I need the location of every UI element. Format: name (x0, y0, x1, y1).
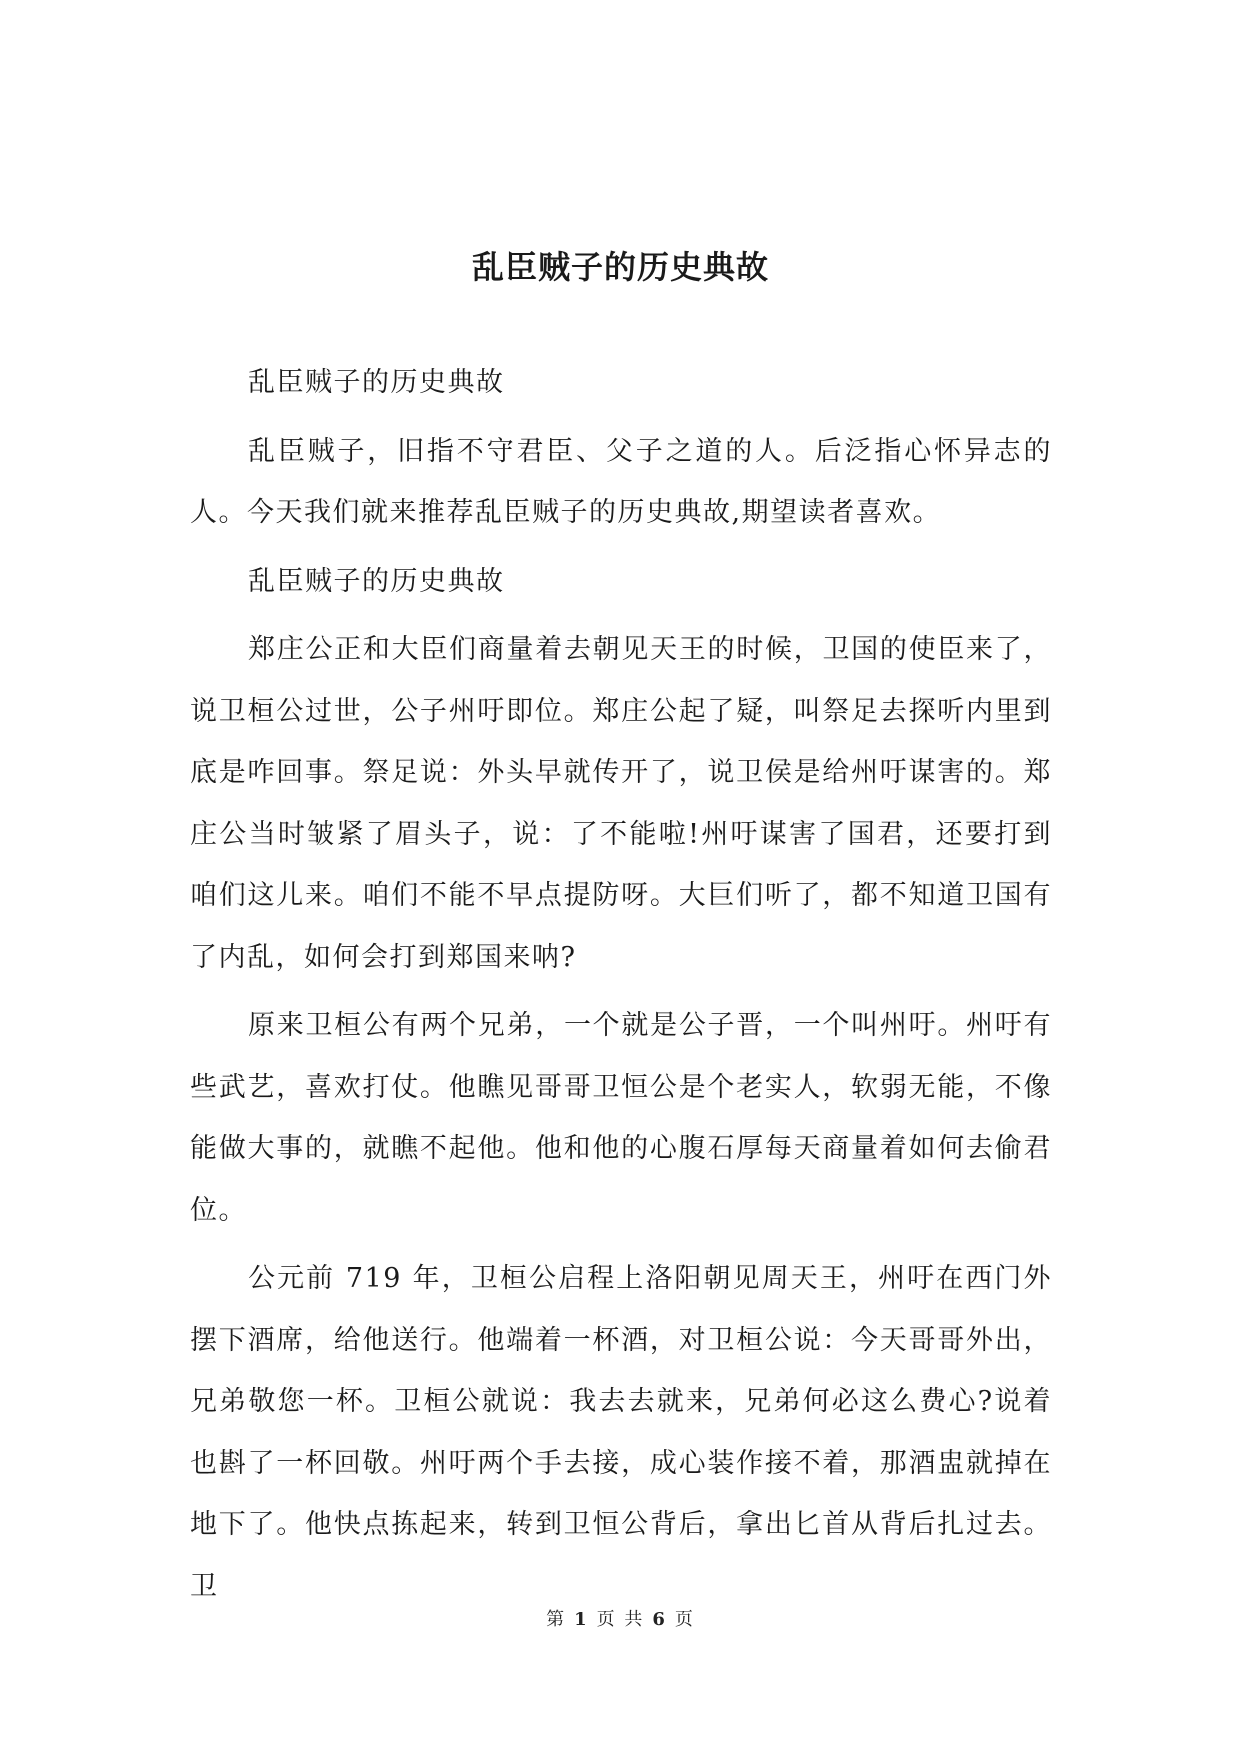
footer-mid: 页 共 (596, 1609, 645, 1630)
paragraph-story-2: 原来卫桓公有两个兄弟，一个就是公子晋，一个叫州吁。州吁有些武艺，喜欢打仗。他瞧见哥哥卫恒公是个老实人，软弱无能，不像能做大事的，就瞧不起他。他和他的心腹石厚每天商量着如何去偷君位。 (190, 1010, 1052, 1226)
paragraph-subtitle: 乱臣贼子的历史典故 (248, 367, 505, 398)
paragraph-intro: 乱臣贼子，旧指不守君臣、父子之道的人。后泛指心怀异志的人。今天我们就来推荐乱臣贼子的历史典故,期望读者喜欢。 (190, 435, 1052, 528)
paragraph-story-1: 郑庄公正和大臣们商量着去朝见天王的时候，卫国的使臣来了，说卫桓公过世，公子州吁即位。郑庄公起了疑，叫祭足去探听内里到底是咋回事。祭足说：外头早就传开了，说卫侯是给州吁谋害的。郑庄公当时皱紧了眉头子，说：了不能啦!州吁谋害了国君，还要打到咱们这儿来。咱们不能不早点提防呀。大巨们听了，都不知道卫国有了内乱，如何会打到郑国来呐? (190, 634, 1052, 973)
document-title: 乱臣贼子的历史典故 (471, 248, 769, 287)
paragraph-subtitle-repeat: 乱臣贼子的历史典故 (248, 565, 505, 597)
page-footer (0, 1608, 1241, 1632)
footer-page-number: 1 (574, 1609, 589, 1630)
document-body (190, 352, 1052, 1624)
paragraph-story-3: 公元前 719 年，卫桓公启程上洛阳朝见周天王，州吁在西门外摆下酒席，给他送行。他端着一杯酒，对卫桓公说：今天哥哥外出，兄弟敬您一杯。卫桓公就说：我去去就来，兄弟何必这么费心?说着也斟了一杯回敬。州吁两个手去接，成心装作接不着，那酒盅就掉在地下了。他快点拣起来，转到卫恒公背后，拿出匕首从背后扎过去。卫 (190, 1263, 1052, 1602)
footer-suffix: 页 (674, 1609, 695, 1630)
footer-prefix: 第 (546, 1609, 567, 1630)
footer-total-pages: 6 (652, 1609, 667, 1630)
